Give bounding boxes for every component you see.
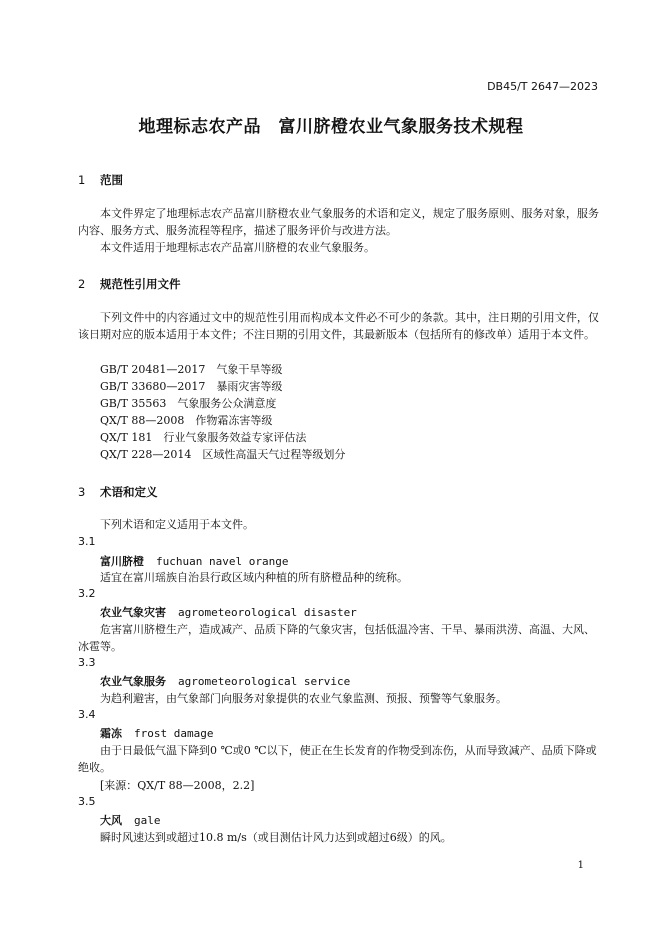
section-heading-scope <box>78 172 123 188</box>
term-en: agrometeorological service <box>178 675 351 688</box>
reference-item: GB/T 20481—2017 气象干旱等级 <box>100 363 283 376</box>
page-number: 1 <box>577 860 584 871</box>
reference-item: QX/T 228—2014 区域性高温天气过程等级划分 <box>100 448 346 461</box>
term-heading <box>100 553 288 569</box>
term-number: 3.4 <box>78 708 96 721</box>
document-title: 地理标志农产品 富川脐橙农业气象服务技术规程 <box>138 117 524 137</box>
term-heading <box>100 812 161 828</box>
term-zh: 富川脐橙 <box>100 555 144 568</box>
term-source: [来源：QX/T 88—2008，2.2] <box>100 779 255 792</box>
section-heading-terms <box>78 484 158 500</box>
terms-intro: 下列术语和定义适用于本文件。 <box>100 518 254 531</box>
term-number: 3.5 <box>78 795 96 808</box>
term-en: agrometeorological disaster <box>178 606 357 619</box>
term-definition: 由于日最低气温下降到0 ℃或0 ℃以下，使正在生长发育的作物受到冻伤，从而导致减产、品质下降或绝收。 <box>78 744 597 774</box>
reference-item: GB/T 33680—2017 暴雨灾害等级 <box>100 380 283 393</box>
reference-item: GB/T 35563 气象服务公众满意度 <box>100 397 277 410</box>
term-heading <box>100 725 213 741</box>
term-en: frost damage <box>134 727 214 740</box>
scope-paragraph-2: 本文件适用于地理标志农产品富川脐橙的农业气象服务。 <box>100 241 375 254</box>
section-heading-normative-refs <box>78 276 181 292</box>
section-title: 术语和定义 <box>100 485 158 499</box>
term-number: 3.2 <box>78 587 96 600</box>
term-en: gale <box>134 814 161 827</box>
term-zh: 大风 <box>100 814 122 827</box>
term-definition: 瞬时风速达到或超过10.8 m/s（或目测估计风力达到或超过6级）的风。 <box>100 831 452 844</box>
document-code: DB45/T 2647—2023 <box>487 80 598 93</box>
term-definition: 适宜在富川瑶族自治县行政区域内种植的所有脐橙品种的统称。 <box>100 571 408 584</box>
section-title: 规范性引用文件 <box>100 277 181 291</box>
section-number: 1 <box>78 173 86 187</box>
term-zh: 霜冻 <box>100 727 122 740</box>
section-title: 范围 <box>100 173 124 187</box>
term-en: fuchuan navel orange <box>156 555 289 568</box>
section-number: 3 <box>78 485 86 499</box>
term-zh: 农业气象服务 <box>100 675 166 688</box>
normative-refs-paragraph: 下列文件中的内容通过文中的规范性引用而构成本文件必不可少的条款。其中，注日期的引用文件，仅该日期对应的版本适用于本文件；不注日期的引用文件，其最新版本（包括所有的修改单）适用于本文件。 <box>78 311 599 341</box>
section-number: 2 <box>78 277 86 291</box>
reference-item: QX/T 88—2008 作物霜冻害等级 <box>100 414 273 427</box>
term-heading <box>100 604 357 620</box>
term-number: 3.3 <box>78 656 96 669</box>
term-heading <box>100 673 350 689</box>
scope-paragraph-1: 本文件界定了地理标志农产品富川脐橙农业气象服务的术语和定义，规定了服务原则、服务对象，服务内容、服务方式、服务流程等程序，描述了服务评价与改进方法。 <box>78 207 599 237</box>
term-definition: 为趋利避害，由气象部门向服务对象提供的农业气象监测、预报、预警等气象服务。 <box>100 692 507 705</box>
term-number: 3.1 <box>78 535 96 548</box>
term-zh: 农业气象灾害 <box>100 606 166 619</box>
term-definition: 危害富川脐橙生产，造成减产、品质下降的气象灾害，包括低温冷害、干旱、暴雨洪涝、高温、大风、冰雹等。 <box>78 623 595 653</box>
reference-item: QX/T 181 行业气象服务效益专家评估法 <box>100 431 307 444</box>
